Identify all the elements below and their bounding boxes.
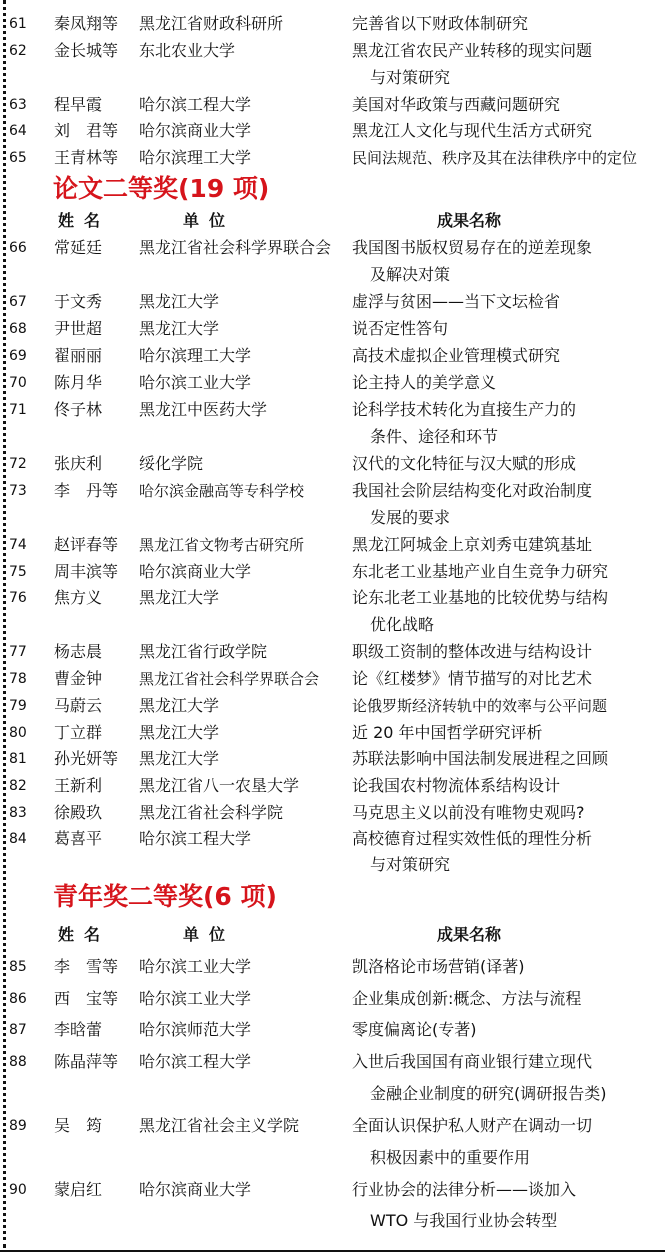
row-number: 81 [9, 751, 27, 767]
work-title: 论主持人的美学意义 [352, 373, 497, 392]
row-number: 80 [9, 725, 27, 741]
author-name: 李 丹等 [54, 481, 119, 500]
row-number: 83 [9, 805, 27, 821]
author-name: 王新利 [54, 776, 103, 795]
work-title: 凯洛格论市场营销(译著) [352, 957, 525, 976]
unit-name: 哈尔滨商业大学 [139, 1180, 252, 1199]
work-title: 虚浮与贫困——当下文坛检省 [352, 292, 561, 311]
unit-name: 哈尔滨师范大学 [139, 1020, 252, 1039]
column-header-unit: 单位 [183, 925, 236, 944]
unit-name: 黑龙江省财政科研所 [139, 14, 284, 33]
row-number: 77 [9, 644, 27, 660]
work-title: 黑龙江人文化与现代生活方式研究 [352, 121, 593, 140]
author-name: 程早霞 [54, 95, 103, 114]
author-name: 翟丽丽 [54, 346, 103, 365]
work-title: 美国对华政策与西藏问题研究 [352, 95, 561, 114]
row-number: 90 [9, 1182, 27, 1198]
section-heading-youth-second-prize: 青年奖二等奖(6 项) [53, 882, 277, 911]
work-title-continued: 积极因素中的重要作用 [370, 1148, 531, 1167]
author-name: 陈晶萍等 [54, 1052, 119, 1071]
unit-name: 黑龙江省社会科学院 [139, 803, 284, 822]
unit-name: 东北农业大学 [139, 41, 236, 60]
column-header-name: 姓名 [58, 925, 111, 944]
row-number: 63 [9, 97, 27, 113]
work-title: 民间法规范、秩序及其在法律秩序中的定位 [352, 149, 638, 167]
row-number: 68 [9, 321, 27, 337]
unit-name: 黑龙江省社会科学界联合会 [139, 670, 320, 688]
work-title: 东北老工业基地产业自生竞争力研究 [352, 562, 609, 581]
work-title: 零度偏离论(专著) [352, 1020, 477, 1039]
work-title: 论《红楼梦》情节描写的对比艺术 [352, 669, 593, 688]
row-number: 74 [9, 537, 27, 553]
author-name: 马蔚云 [54, 696, 103, 715]
section-heading-paper-second-prize: 论文二等奖(19 项) [53, 174, 270, 203]
author-name: 佟子林 [54, 400, 103, 419]
work-title: 黑龙江省农民产业转移的现实问题 [352, 41, 593, 60]
column-header-title: 成果名称 [437, 925, 502, 944]
row-number: 86 [9, 991, 27, 1007]
row-number: 79 [9, 698, 27, 714]
row-number: 84 [9, 831, 27, 847]
author-name: 丁立群 [54, 723, 103, 742]
unit-name: 黑龙江大学 [139, 723, 220, 742]
work-title: 全面认识保护私人财产在调动一切 [352, 1116, 593, 1135]
unit-name: 绥化学院 [139, 454, 204, 473]
author-name: 李 雪等 [54, 957, 119, 976]
author-name: 王青林等 [54, 148, 119, 167]
author-name: 曹金钟 [54, 669, 103, 688]
column-header-name: 姓名 [58, 211, 111, 230]
row-number: 73 [9, 483, 27, 499]
row-number: 89 [9, 1118, 27, 1134]
unit-name: 哈尔滨工程大学 [139, 95, 252, 114]
work-title: 论东北老工业基地的比较优势与结构 [352, 588, 609, 607]
author-name: 张庆利 [54, 454, 103, 473]
author-name: 吴 筠 [54, 1116, 103, 1135]
row-number: 85 [9, 959, 27, 975]
unit-name: 黑龙江大学 [139, 319, 220, 338]
author-name: 徐殿玖 [54, 803, 103, 822]
author-name: 于文秀 [54, 292, 103, 311]
row-number: 82 [9, 778, 27, 794]
unit-name: 黑龙江大学 [139, 292, 220, 311]
unit-name: 黑龙江省八一农垦大学 [139, 776, 300, 795]
unit-name: 哈尔滨理工大学 [139, 346, 252, 365]
work-title: 论我国农村物流体系结构设计 [352, 776, 561, 795]
author-name: 赵评春等 [54, 535, 119, 554]
work-title-continued: 与对策研究 [370, 68, 451, 87]
author-name: 常延廷 [54, 238, 103, 257]
row-number: 69 [9, 348, 27, 364]
unit-name: 黑龙江大学 [139, 749, 220, 768]
unit-name: 黑龙江省社会科学界联合会 [139, 238, 332, 257]
column-header-unit: 单位 [183, 211, 236, 230]
author-name: 西 宝等 [54, 989, 119, 1008]
unit-name: 哈尔滨工程大学 [139, 829, 252, 848]
row-number: 64 [9, 123, 27, 139]
author-name: 周丰滨等 [54, 562, 119, 581]
unit-name: 哈尔滨理工大学 [139, 148, 252, 167]
unit-name: 哈尔滨工程大学 [139, 1052, 252, 1071]
author-name: 金长城等 [54, 41, 119, 60]
work-title: 论俄罗斯经济转轨中的效率与公平问题 [352, 697, 608, 715]
work-title: 高技术虚拟企业管理模式研究 [352, 346, 561, 365]
unit-name: 哈尔滨商业大学 [139, 562, 252, 581]
work-title-continued: WTO 与我国行业协会转型 [370, 1211, 558, 1230]
author-name: 焦方义 [54, 588, 103, 607]
unit-name: 哈尔滨工业大学 [139, 989, 252, 1008]
author-name: 尹世超 [54, 319, 103, 338]
row-number: 66 [9, 240, 27, 256]
row-number: 88 [9, 1054, 27, 1070]
row-number: 65 [9, 150, 27, 166]
work-title: 高校德育过程实效性低的理性分析 [352, 829, 593, 848]
author-name: 秦凤翔等 [54, 14, 119, 33]
row-number: 87 [9, 1022, 27, 1038]
author-name: 李晗蕾 [54, 1020, 103, 1039]
work-title: 说否定性答句 [352, 319, 449, 338]
unit-name: 黑龙江省文物考古研究所 [139, 536, 305, 554]
unit-name: 哈尔滨金融高等专科学校 [139, 482, 305, 500]
row-number: 61 [9, 16, 27, 32]
author-name: 葛喜平 [54, 829, 103, 848]
work-title: 行业协会的法律分析——谈加入 [352, 1180, 577, 1199]
author-name: 孙光妍等 [54, 749, 119, 768]
unit-name: 黑龙江中医药大学 [139, 400, 268, 419]
row-number: 71 [9, 402, 27, 418]
author-name: 蒙启红 [54, 1180, 103, 1199]
unit-name: 黑龙江大学 [139, 588, 220, 607]
work-title: 汉代的文化特征与汉大赋的形成 [352, 454, 577, 473]
unit-name: 黑龙江大学 [139, 696, 220, 715]
work-title: 完善省以下财政体制研究 [352, 14, 529, 33]
row-number: 72 [9, 456, 27, 472]
unit-name: 哈尔滨工业大学 [139, 373, 252, 392]
work-title-continued: 与对策研究 [370, 855, 451, 874]
row-number: 62 [9, 43, 27, 59]
work-title: 职级工资制的整体改进与结构设计 [352, 642, 593, 661]
work-title-continued: 及解决对策 [370, 265, 451, 284]
author-name: 陈月华 [54, 373, 103, 392]
work-title-continued: 优化战略 [370, 615, 435, 634]
author-name: 刘 君等 [54, 121, 119, 140]
work-title-continued: 发展的要求 [370, 508, 451, 527]
work-title: 马克思主义以前没有唯物史观吗? [352, 803, 585, 822]
work-title: 企业集成创新:概念、方法与流程 [352, 989, 582, 1008]
work-title: 我国社会阶层结构变化对政治制度 [352, 481, 593, 500]
row-number: 76 [9, 590, 27, 606]
unit-name: 黑龙江省社会主义学院 [139, 1116, 300, 1135]
column-header-title: 成果名称 [437, 211, 502, 230]
work-title: 苏联法影响中国法制发展进程之回顾 [352, 749, 609, 768]
unit-name: 哈尔滨商业大学 [139, 121, 252, 140]
bottom-rule [0, 1250, 665, 1252]
work-title: 黑龙江阿城金上京刘秀屯建筑基址 [352, 535, 593, 554]
dotted-margin-line [3, 0, 6, 1248]
author-name: 杨志晨 [54, 642, 103, 661]
work-title: 近 20 年中国哲学研究评析 [352, 723, 543, 742]
work-title-continued: 条件、途径和环节 [370, 427, 499, 446]
row-number: 75 [9, 564, 27, 580]
unit-name: 黑龙江省行政学院 [139, 642, 268, 661]
unit-name: 哈尔滨工业大学 [139, 957, 252, 976]
work-title: 论科学技术转化为直接生产力的 [352, 400, 577, 419]
row-number: 67 [9, 294, 27, 310]
work-title-continued: 金融企业制度的研究(调研报告类) [370, 1084, 607, 1103]
work-title: 我国图书版权贸易存在的逆差现象 [352, 238, 593, 257]
work-title: 入世后我国国有商业银行建立现代 [352, 1052, 593, 1071]
row-number: 78 [9, 671, 27, 687]
row-number: 70 [9, 375, 27, 391]
